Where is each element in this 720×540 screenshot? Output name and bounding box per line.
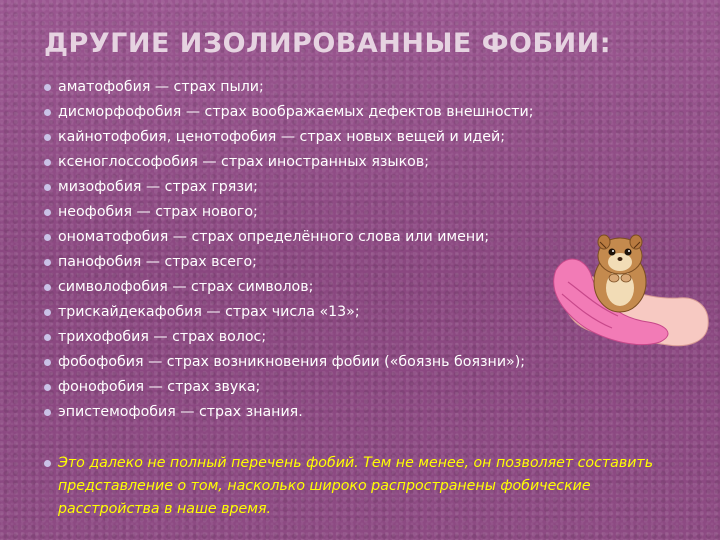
list-item-text: дисморфофобия — страх воображаемых дефектов внешности; (58, 104, 534, 120)
list-item (44, 176, 534, 201)
bullet-icon (44, 159, 51, 166)
list-item (44, 376, 534, 401)
list-item-text: мизофобия — страх грязи; (58, 179, 258, 195)
list-item-text: ксеноглоссофобия — страх иностранных языков; (58, 154, 430, 170)
list-item (44, 351, 534, 376)
list-item (44, 301, 534, 326)
phobia-list (44, 76, 534, 426)
list-item-text: аматофобия — страх пыли; (58, 79, 264, 95)
list-item-text: эпистемофобия — страх знания. (58, 404, 303, 420)
bullet-icon (44, 409, 51, 416)
list-item-text: трихофобия — страх волос; (58, 329, 267, 345)
bullet-icon (44, 384, 51, 391)
bullet-icon (44, 184, 51, 191)
list-item-text: неофобия — страх нового; (58, 204, 258, 220)
bullet-icon (44, 109, 51, 116)
bullet-icon (44, 209, 51, 216)
list-item (44, 101, 534, 126)
bullet-icon (44, 84, 51, 91)
slide-title: ДРУГИЕ ИЗОЛИРОВАННЫЕ ФОБИИ: (44, 28, 612, 59)
bullet-icon (44, 259, 51, 266)
chipmunk-in-hand-illustration (548, 230, 713, 358)
list-item (44, 201, 534, 226)
list-item-text: трискайдекафобия — страх числа «13»; (58, 304, 360, 320)
list-item (44, 326, 534, 351)
bullet-icon (44, 359, 51, 366)
list-item-text: ономатофобия — страх определённого слова или имени; (58, 229, 490, 245)
list-item (44, 401, 534, 426)
list-item-text: фонофобия — страх звука; (58, 379, 261, 395)
list-item-text: символофобия — страх символов; (58, 279, 314, 295)
list-item (44, 251, 534, 276)
bullet-icon (44, 309, 51, 316)
list-item (44, 151, 534, 176)
bullet-icon (44, 284, 51, 291)
bullet-icon (44, 460, 51, 467)
bullet-icon (44, 234, 51, 241)
closing-note (44, 452, 658, 521)
list-item (44, 226, 534, 251)
list-item (44, 126, 534, 151)
list-item-text: панофобия — страх всего; (58, 254, 257, 270)
list-item-text: кайнотофобия, ценотофобия — страх новых вещей и идей; (58, 129, 506, 145)
list-item (44, 76, 534, 101)
list-item (44, 276, 534, 301)
closing-note-text: Это далеко не полный перечень фобий. Тем не менее, он позволяет составить представление о том, насколько широко распространены фобические расстройства в наше время. (58, 455, 654, 517)
list-item-text: фобофобия — страх возникновения фобии («боязнь боязни»); (58, 354, 526, 370)
bullet-icon (44, 134, 51, 141)
bullet-icon (44, 334, 51, 341)
